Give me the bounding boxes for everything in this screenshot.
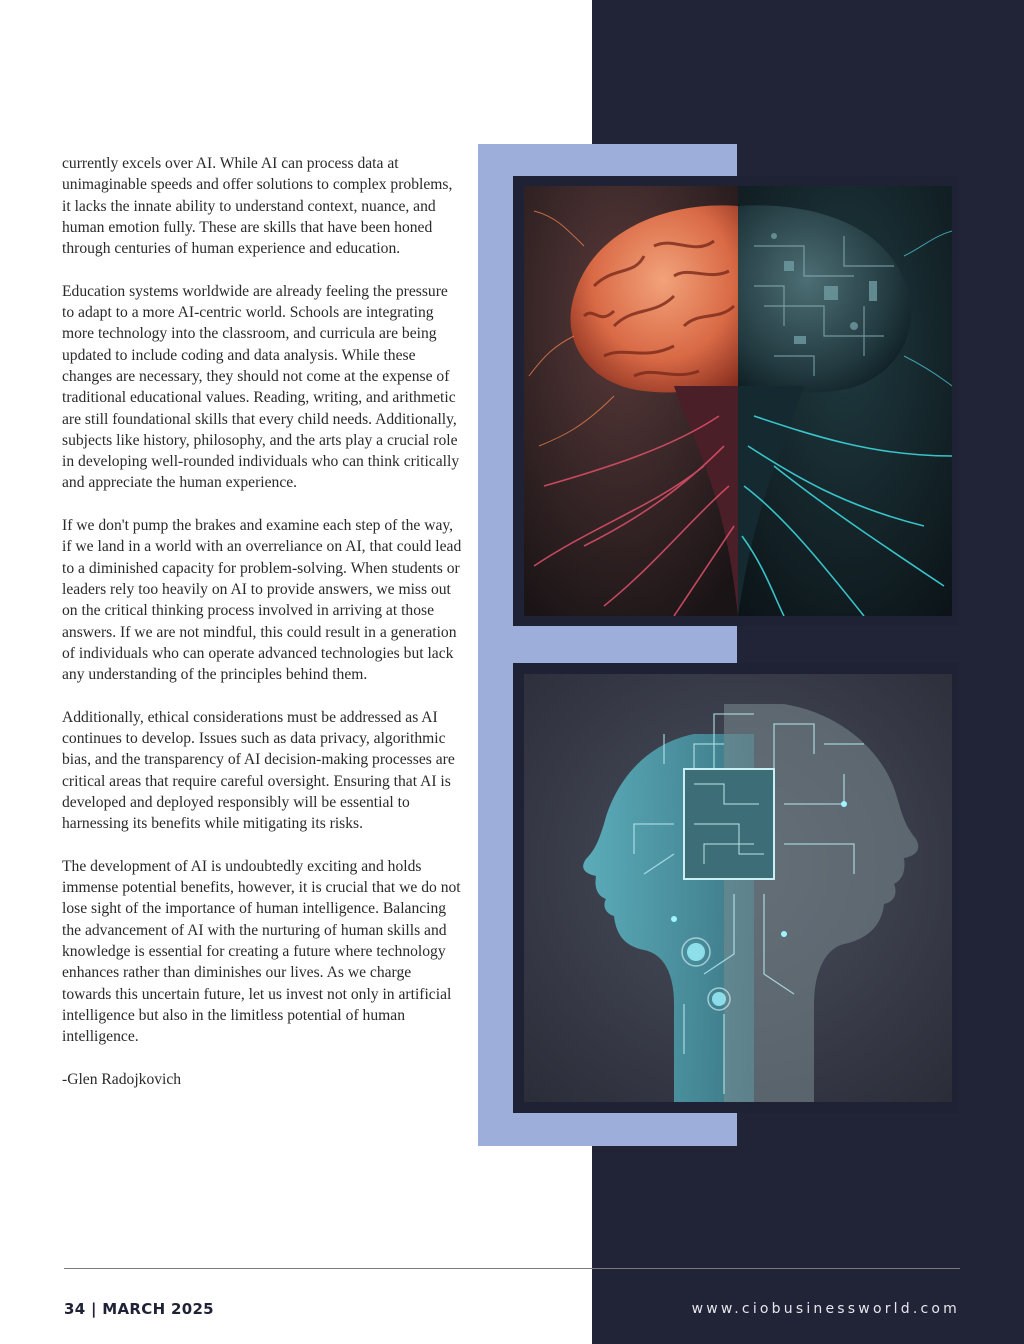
article-body (62, 153, 462, 1111)
article-paragraph-4: Additionally, ethical considerations must be addressed as AI continues to develop. Issues such as data privacy, algorithmic bias, and the transparency of AI decision-making processes are critical areas that require careful oversight. Ensuring that AI is developed and deployed responsibly will be essential to harnessing its benefits while mitigating its risks. (62, 708, 455, 833)
circuit-head-illustration (524, 674, 952, 1102)
article-paragraph-3: If we don't pump the brakes and examine each step of the way, if we land in a world with an overreliance on AI, that could lead to a diminished capacity for problem-solving. When students or leaders rely too heavily on AI to provide answers, we miss out on the critical thinking process involved in arriving at those answers. If we are not mindful, this could result in a generation of individuals who can operate advanced technologies but lack any understanding of the principles behind them. (62, 517, 462, 684)
author-signature: -Glen Radojkovich (62, 1070, 182, 1088)
article-paragraph-5: The development of AI is undoubtedly exciting and holds immense potential benefits, however, it is crucial that we do not lose sight of the importance of human intelligence. Balancing the advancement of AI with the nurturing of human skills and knowledge is essential for creating a future where technology enhances rather than diminishes our lives. As we charge towards this uncertain future, let us invest not only in artificial intelligence but also in the limitless potential of human intelligence. (62, 857, 461, 1046)
footer-website[interactable]: www.ciobusinessworld.com (691, 1301, 960, 1317)
article-paragraph-2: Education systems worldwide are already feeling the pressure to adapt to a more AI-centric world. Schools are integrating more technology into the classroom, and curricula are being updated to include coding and data analysis. While these changes are necessary, they should not come at the expense of traditional educational values. Reading, writing, and arithmetic are still foundational skills that every child needs. Additionally, subjects like history, philosophy, and the arts play a crucial role in developing well-rounded individuals who can think critically and appreciate the human experience. (62, 282, 460, 492)
article-paragraph-1: currently excels over AI. While AI can process data at unimaginable speeds and offer solutions to complex problems, it lacks the innate ability to understand context, nuance, and human emotion fully. These are skills that have been honed through centuries of human experience and education. (62, 155, 453, 258)
footer-page-label: 34 | MARCH 2025 (64, 1300, 214, 1318)
footer-divider (64, 1268, 960, 1269)
brain-circuit-illustration (524, 186, 952, 616)
